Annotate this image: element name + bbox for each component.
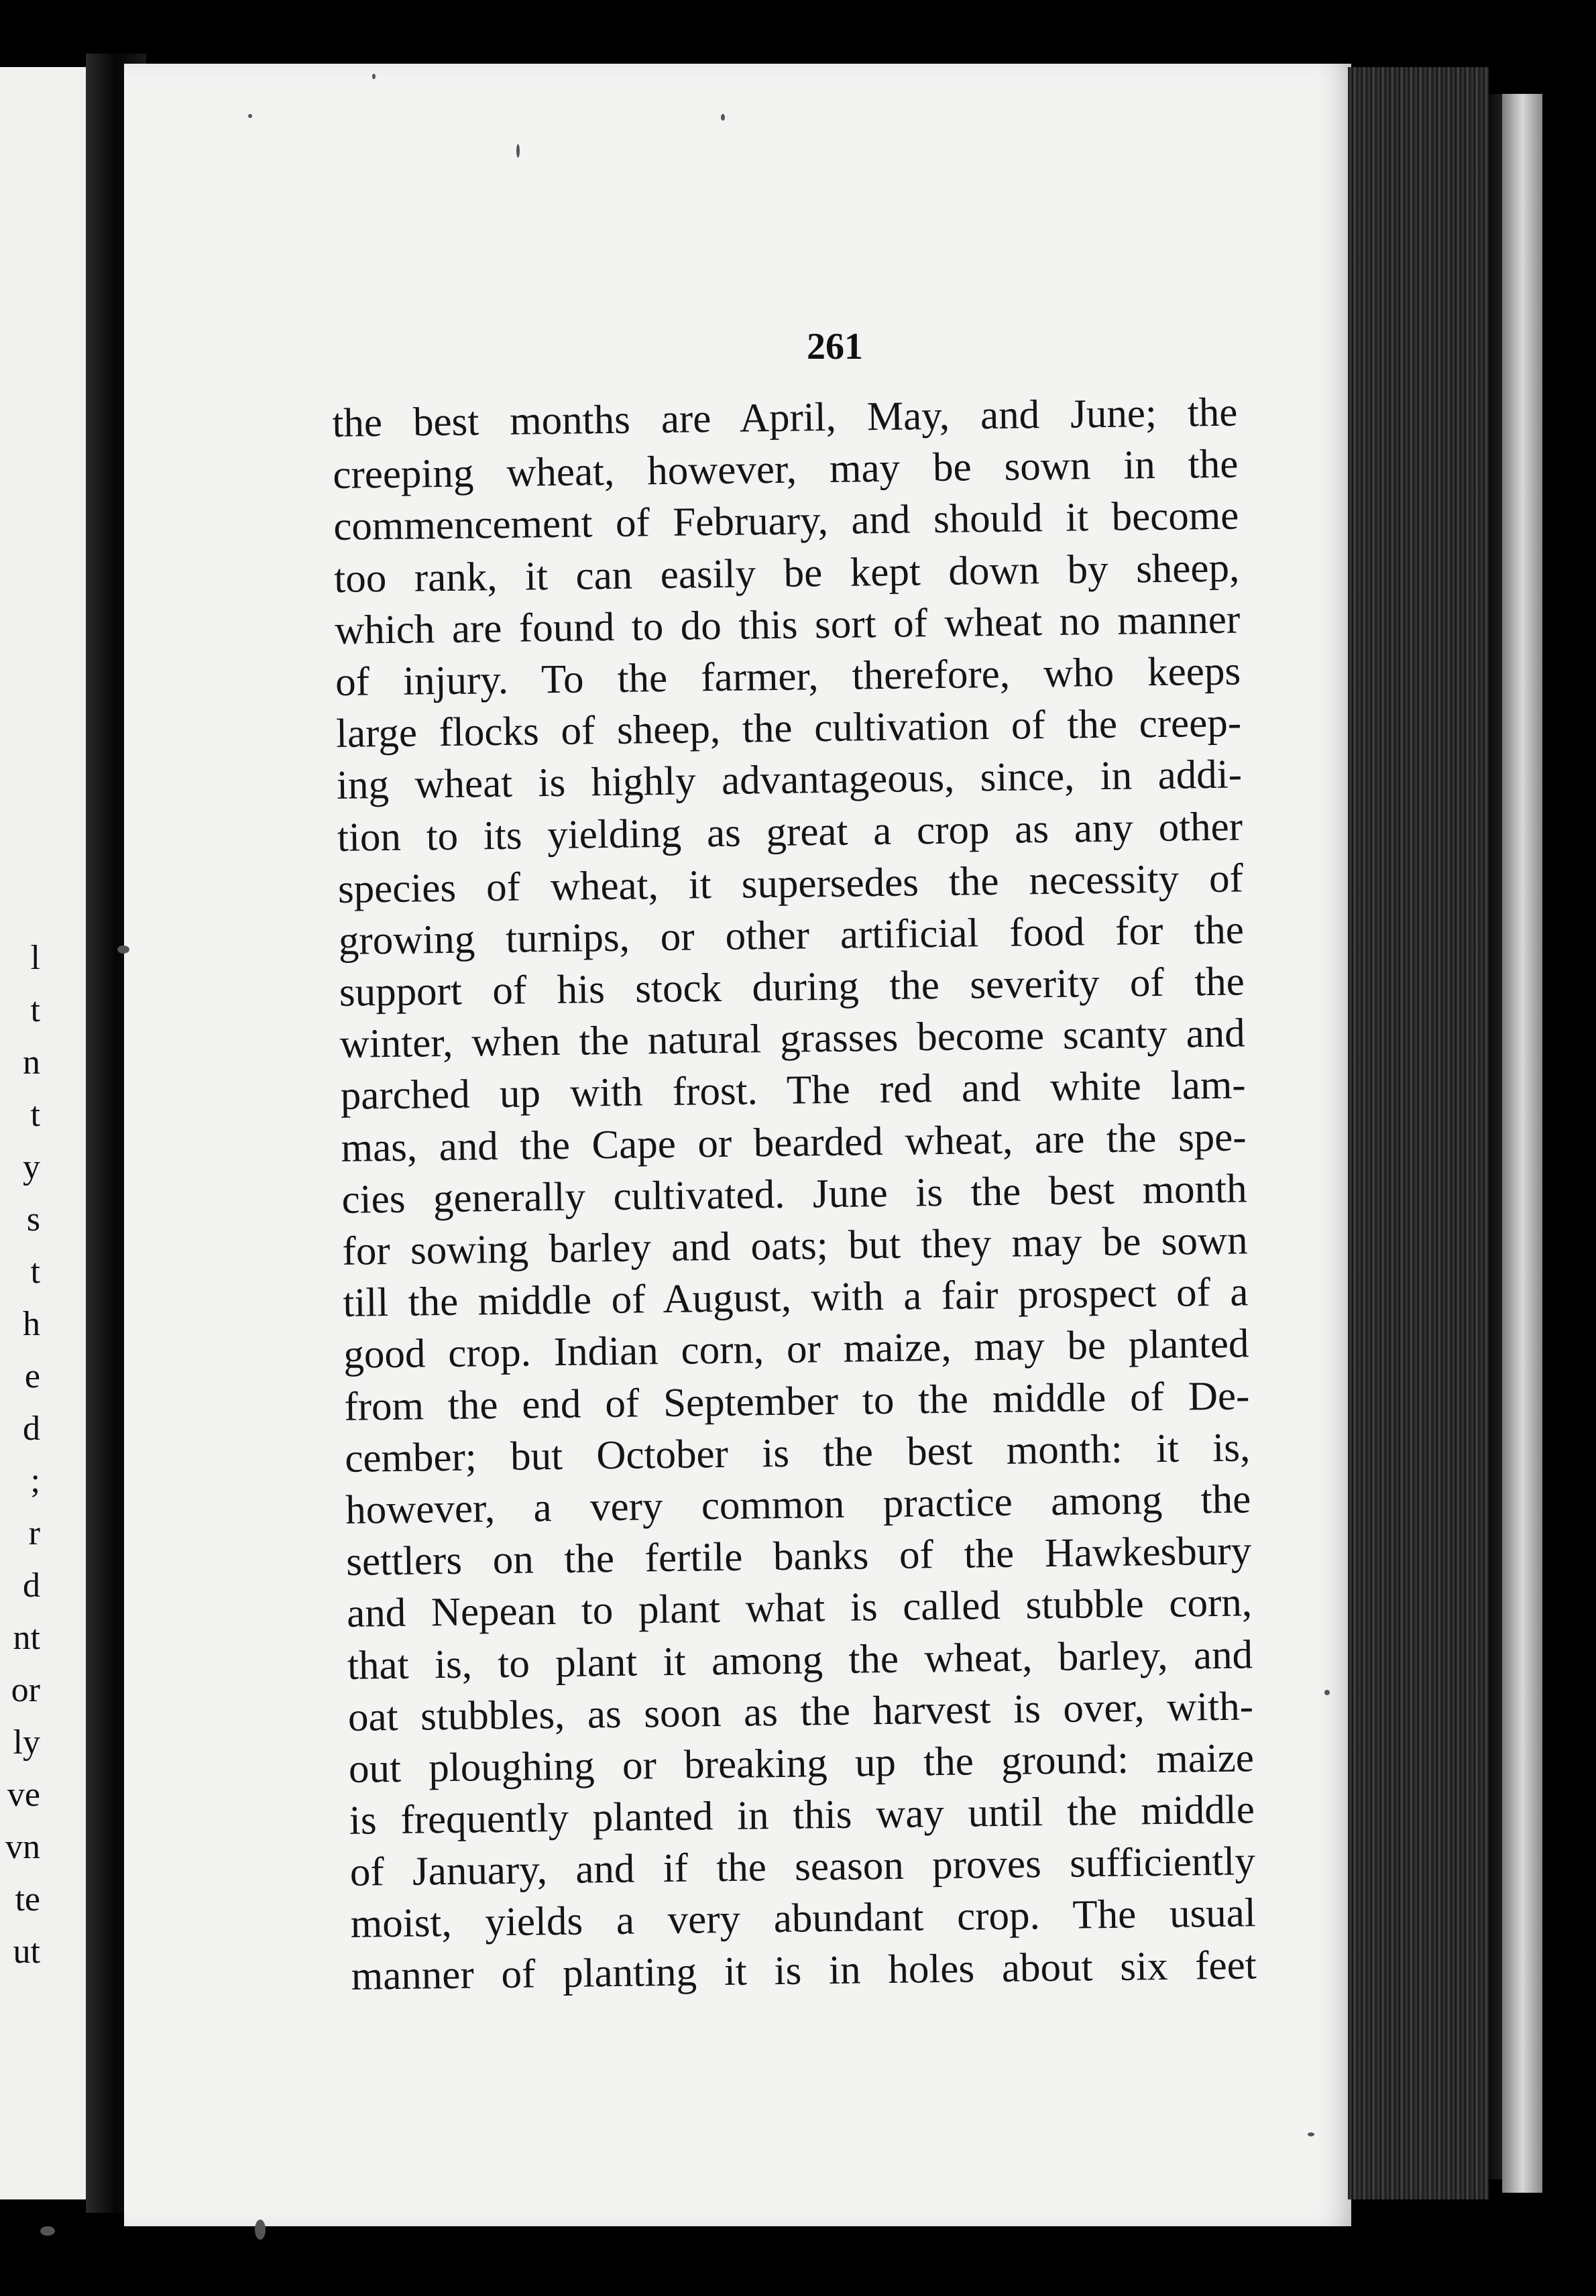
text-line: settlers on the fertile banks of the Hawkesbury — [345, 1528, 1252, 1585]
facing-page-letter: t — [30, 991, 40, 1029]
text-line: out ploughing or breaking up the ground: maize — [348, 1735, 1255, 1792]
text-line: however, a very common practice among the — [345, 1477, 1251, 1533]
text-line: growing turnips, or other artificial food for the — [338, 907, 1245, 964]
text-line: good crop. Indian corn, or maize, may be planted — [343, 1321, 1249, 1378]
text-line: oat stubbles, as soon as the harvest is over, with- — [347, 1684, 1254, 1740]
facing-page-letter: t — [30, 1253, 40, 1291]
facing-page-letter: ; — [30, 1462, 40, 1500]
page-number: 261 — [807, 326, 863, 367]
facing-page-letter: l — [30, 939, 40, 977]
facing-page-letter: vn — [5, 1828, 40, 1866]
page-body-text — [332, 387, 1257, 2047]
facing-page-letter: ly — [13, 1723, 40, 1762]
facing-page-letter: s — [26, 1200, 40, 1239]
text-line: species of wheat, it supersedes the necessity of — [337, 856, 1244, 912]
facing-page-letter: nt — [13, 1619, 40, 1657]
facing-page-letter: ut — [13, 1933, 40, 1971]
text-line: manner of planting it is in holes about six feet — [351, 1942, 1257, 1999]
facing-page-letter: d — [23, 1566, 40, 1605]
text-line: ing wheat is highly advantageous, since, in addi- — [336, 752, 1243, 809]
facing-page-cut-letters — [0, 932, 40, 2005]
text-line: too rank, it can easily be kept down by sheep, — [333, 545, 1240, 601]
facing-page-letter: e — [24, 1357, 40, 1395]
page-fore-edges — [1348, 67, 1489, 2199]
text-line: tion to its yielding as great a crop as any other — [337, 803, 1243, 860]
text-line: is frequently planted in this way until the middle — [349, 1787, 1255, 1843]
facing-page-letter: h — [23, 1305, 40, 1343]
text-line: which are found to do this sort of wheat no manner — [334, 597, 1241, 653]
text-line: mas, and the Cape or bearded wheat, are the spe- — [341, 1114, 1247, 1171]
text-line: parched up with frost. The red and white lam- — [340, 1062, 1247, 1119]
facing-page-letter: ve — [7, 1776, 40, 1814]
page-fore-edge-highlight — [1502, 94, 1542, 2193]
facing-page-letter: d — [23, 1410, 40, 1448]
facing-page-letter: or — [11, 1671, 40, 1709]
text-line: that is, to plant it among the wheat, barley, and — [347, 1631, 1253, 1688]
facing-page-letter: n — [23, 1043, 40, 1082]
facing-page — [0, 67, 86, 2199]
facing-page-letter: te — [15, 1880, 40, 1918]
text-line: of injury. To the farmer, therefore, who keeps — [335, 648, 1241, 705]
facing-page-letter: y — [23, 1148, 40, 1186]
text-line: support of his stock during the severity of the — [339, 959, 1245, 1015]
text-line: the best months are April, May, and June; the — [332, 390, 1238, 446]
text-line: of January, and if the season proves sufficiently — [349, 1839, 1256, 1896]
text-line: winter, when the natural grasses become scanty and — [339, 1011, 1246, 1068]
text-line: creeping wheat, however, may be sown in the — [333, 441, 1239, 498]
text-line: cember; but October is the best month: it is, — [344, 1425, 1251, 1481]
facing-page-letter: r — [28, 1514, 40, 1552]
text-line: commencement of February, and should it become — [333, 493, 1239, 550]
book-page — [124, 64, 1351, 2226]
text-line: from the end of September to the middle of De- — [343, 1373, 1250, 1430]
text-line: and Nepean to plant what is called stubble corn, — [346, 1580, 1253, 1637]
text-line: for sowing barley and oats; but they may be sown — [342, 1218, 1248, 1274]
facing-page-letter: t — [30, 1096, 40, 1134]
text-line: moist, yields a very abundant crop. The usual — [350, 1890, 1257, 1947]
text-line: cies generally cultivated. June is the best month — [341, 1166, 1247, 1222]
text-line: till the middle of August, with a fair prospect of a — [343, 1269, 1249, 1326]
text-line: large flocks of sheep, the cultivation of the creep- — [335, 700, 1242, 757]
